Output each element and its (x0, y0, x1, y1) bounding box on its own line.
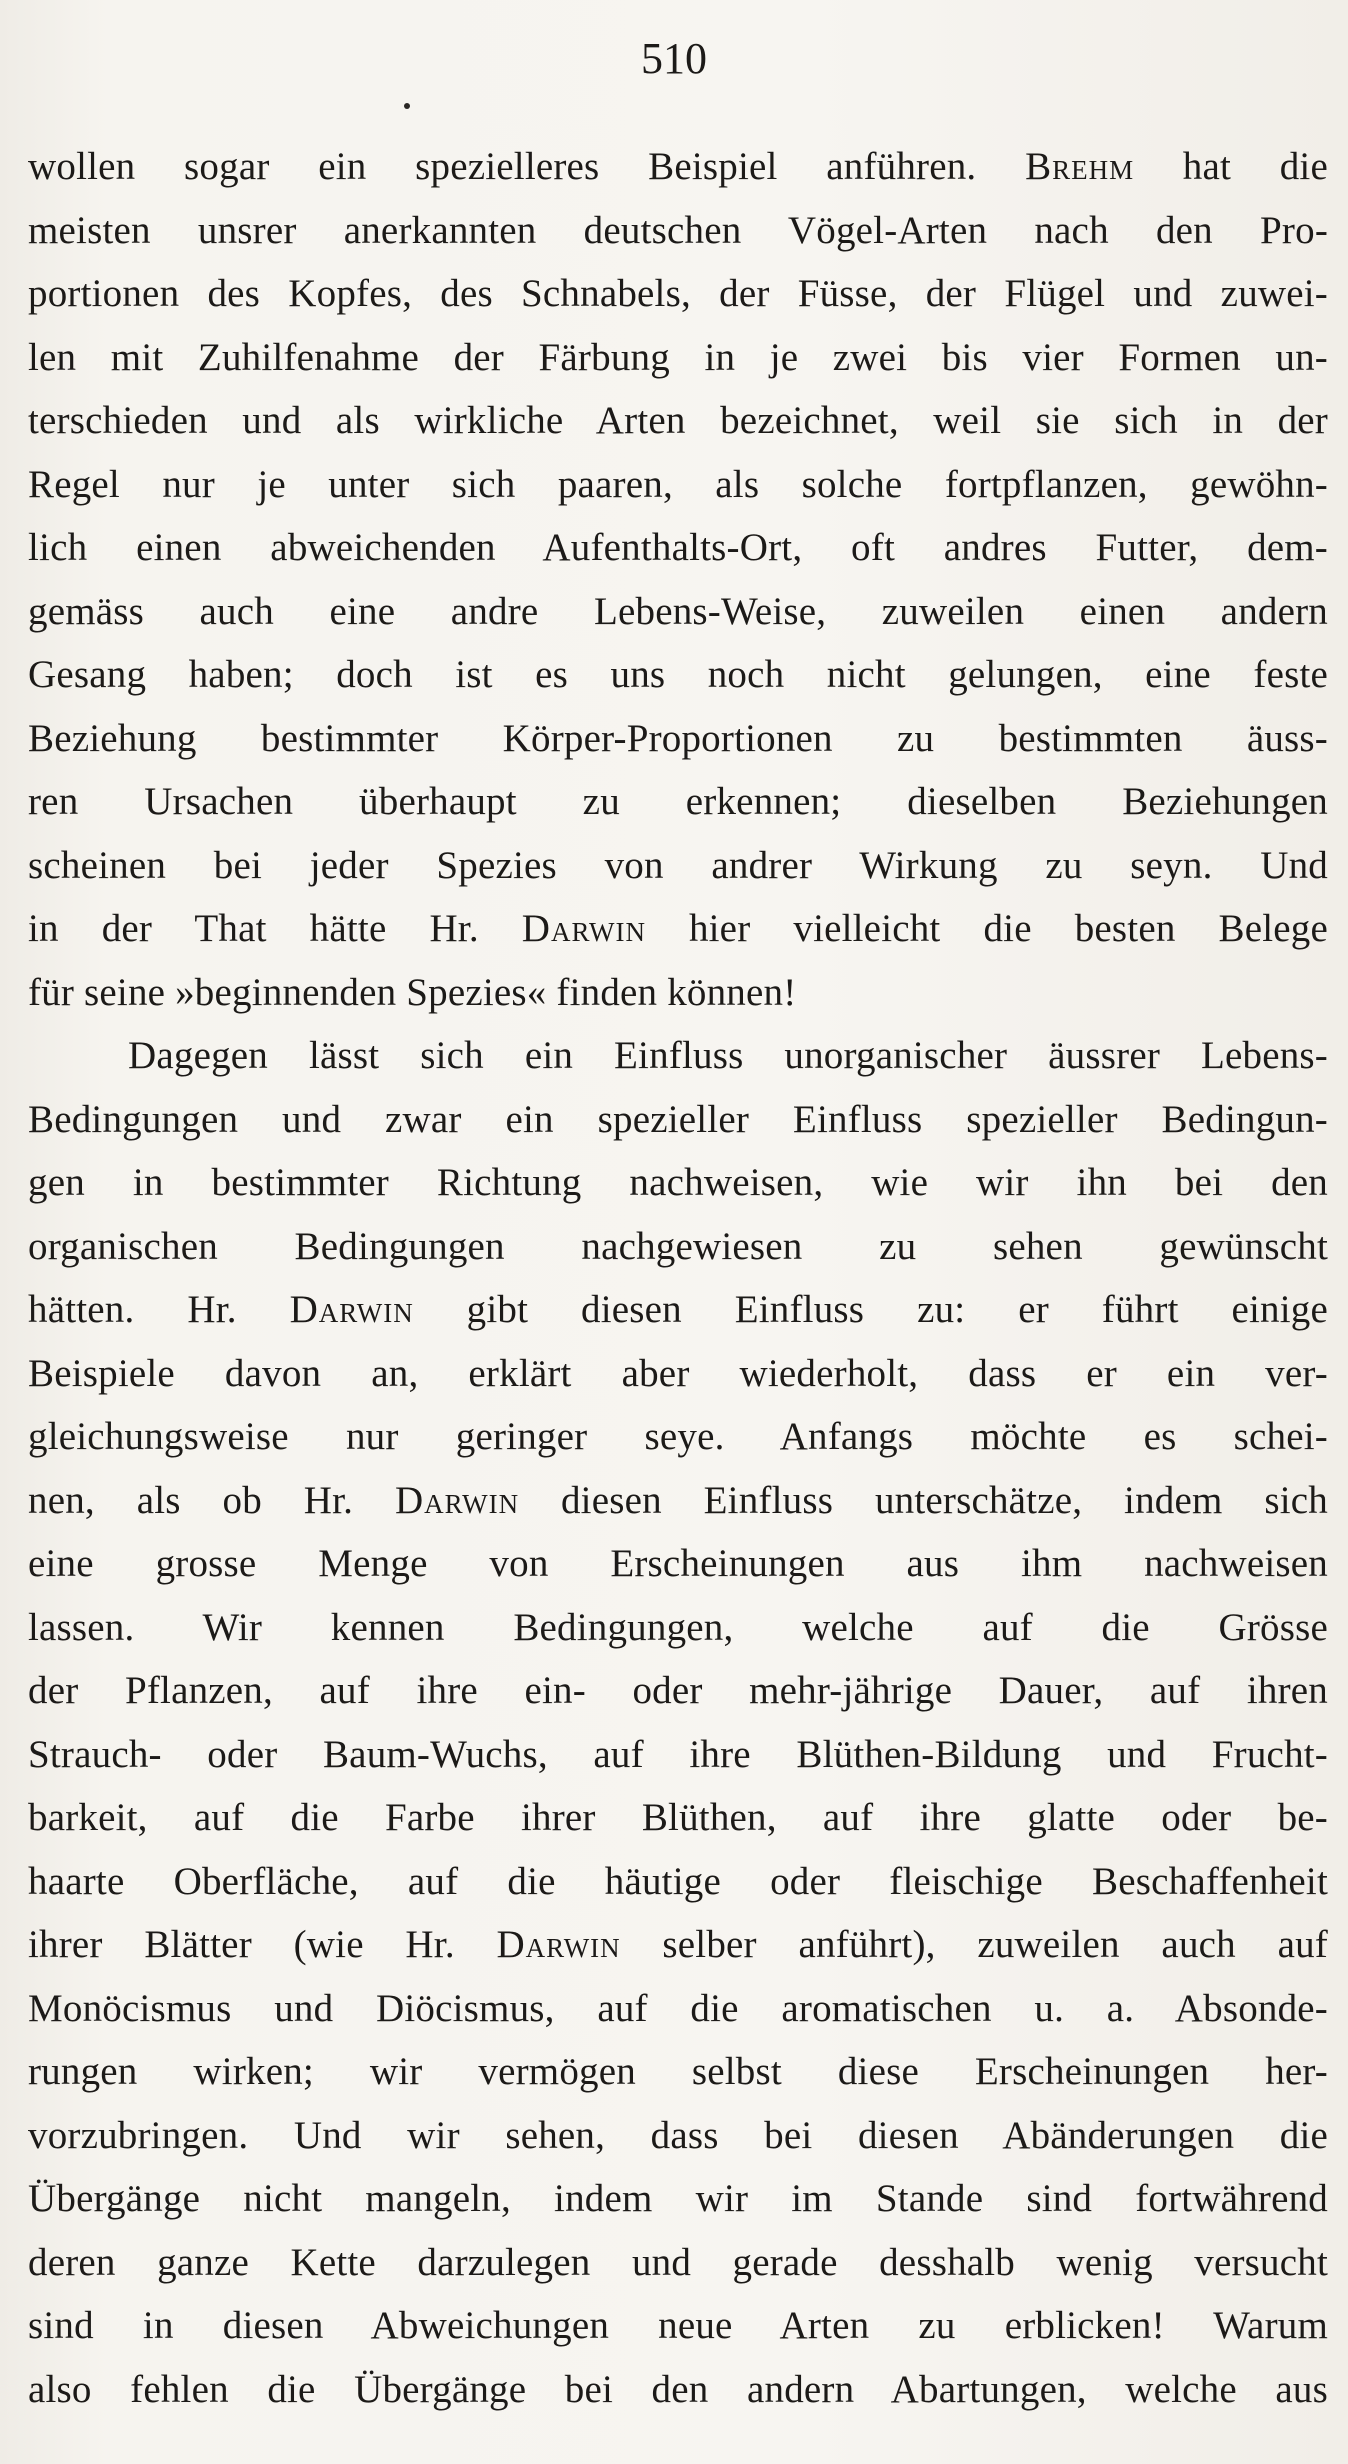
line-text: also fehlen die Übergänge bei den andern Abartungen, welche aus (28, 2367, 1328, 2411)
text-line (28, 2231, 1328, 2295)
line-text: Gesang haben; doch ist es uns noch nicht gelungen, eine feste (28, 653, 1328, 696)
line-text: meisten unsrer anerkannten deutschen Vögel-Arten nach den Pro- (28, 208, 1328, 252)
line-text: lassen. Wir kennen Bedingungen, welche auf die Grösse (28, 1605, 1328, 1649)
line-text: für seine »beginnenden Spezies« finden können! (28, 970, 797, 1014)
text-line (28, 1342, 1328, 1406)
line-text: gibt diesen Einfluss zu: er führt einige (413, 1288, 1328, 1331)
text-line (28, 897, 1328, 961)
text-line (28, 1215, 1328, 1279)
text-line (28, 1024, 1328, 1088)
text-line (28, 1088, 1328, 1152)
text-line (28, 2104, 1328, 2168)
text-line (28, 961, 1328, 1025)
line-text: rungen wirken; wir vermögen selbst diese Erscheinungen her- (28, 2050, 1328, 2093)
text-line (28, 1850, 1328, 1914)
line-text: wollen sogar ein spezielleres Beispiel anführen. (28, 145, 1026, 188)
text-line (28, 1913, 1328, 1977)
text-line (28, 707, 1328, 771)
author-name: Brehm (1025, 145, 1135, 188)
line-text: barkeit, auf die Farbe ihrer Blüthen, auf ihre glatte oder be- (28, 1796, 1328, 1839)
line-text: hier vielleicht die besten Belege (645, 907, 1328, 950)
text-line (28, 199, 1328, 263)
text-line (28, 1659, 1328, 1723)
line-text: deren ganze Kette darzulegen und gerade desshalb wenig versucht (28, 2240, 1328, 2284)
line-text: diesen Einfluss unterschätze, indem sich (519, 1478, 1328, 1522)
line-text: Strauch- oder Baum-Wuchs, auf ihre Blüthen-Bildung und Frucht- (28, 1732, 1328, 1776)
line-text: gleichungsweise nur geringer seye. Anfangs möchte es schei- (28, 1415, 1328, 1458)
line-text: der Pflanzen, auf ihre ein- oder mehr-jährige Dauer, auf ihren (28, 1669, 1328, 1712)
line-text: vorzubringen. Und wir sehen, dass bei diesen Abänderungen die (28, 2113, 1328, 2157)
line-text: Beziehung bestimmter Körper-Proportionen zu bestimmten äuss- (28, 716, 1328, 760)
text-line (28, 2294, 1328, 2358)
line-text: in der That hätte Hr. (28, 907, 522, 950)
line-text: organischen Bedingungen nachgewiesen zu sehen gewünscht (28, 1224, 1328, 1268)
line-text: gemäss auch eine andre Lebens-Weise, zuweilen einen andern (28, 589, 1328, 633)
author-name: Darwin (394, 1478, 520, 1522)
line-text: ren Ursachen überhaupt zu erkennen; dieselben Beziehungen (28, 780, 1328, 823)
text-line (28, 2167, 1328, 2231)
text-line (28, 580, 1328, 644)
print-speck (404, 103, 410, 109)
text-line (28, 389, 1328, 453)
line-text: haarte Oberfläche, auf die häutige oder fleischige Beschaffenheit (28, 1859, 1328, 1903)
line-text: lich einen abweichenden Aufenthalts-Ort, oft andres Futter, dem- (28, 526, 1328, 569)
line-text: eine grosse Menge von Erscheinungen aus ihm nachweisen (28, 1542, 1328, 1585)
page-number: 510 (641, 34, 707, 83)
text-line (28, 2040, 1328, 2104)
text-line (28, 1723, 1328, 1787)
line-text: len mit Zuhilfenahme der Färbung in je zwei bis vier Formen un- (28, 335, 1328, 379)
text-line (28, 1405, 1328, 1469)
text-line (28, 643, 1328, 707)
text-line (28, 1278, 1328, 1342)
line-text: scheinen bei jeder Spezies von andrer Wirkung zu seyn. Und (28, 843, 1328, 887)
line-text: gen in bestimmter Richtung nachweisen, wie wir ihn bei den (28, 1161, 1328, 1204)
text-line (28, 770, 1328, 834)
text-line (28, 516, 1328, 580)
text-line (28, 834, 1328, 898)
text-line (28, 2358, 1328, 2422)
text-line (28, 1596, 1328, 1660)
text-line (28, 1469, 1328, 1533)
line-text: portionen des Kopfes, des Schnabels, der Füsse, der Flügel und zuwei- (28, 272, 1328, 315)
line-text: hat die (1134, 145, 1328, 188)
body-text (28, 135, 1328, 2421)
text-line (28, 1151, 1328, 1215)
text-line (28, 1786, 1328, 1850)
text-line (28, 135, 1328, 199)
line-text: Beispiele davon an, erklärt aber wiederholt, dass er ein ver- (28, 1351, 1328, 1395)
line-text: Monöcismus und Diöcismus, auf die aromatischen u. a. Absonde- (28, 1986, 1328, 2030)
line-text: sind in diesen Abweichungen neue Arten zu erblicken! Warum (28, 2304, 1328, 2347)
author-name: Darwin (496, 1923, 621, 1966)
line-text: Übergänge nicht mangeln, indem wir im Stande sind fortwährend (28, 2177, 1328, 2220)
text-line (28, 262, 1328, 326)
line-text: Regel nur je unter sich paaren, als solche fortpflanzen, gewöhn- (28, 462, 1328, 506)
text-line (28, 1977, 1328, 2041)
line-text: Bedingungen und zwar ein spezieller Einfluss spezieller Bedingun- (28, 1097, 1328, 1141)
line-text: hätten. Hr. (28, 1288, 290, 1331)
text-line (28, 453, 1328, 517)
line-text: Dagegen lässt sich ein Einfluss unorganischer äussrer Lebens- (128, 1034, 1328, 1077)
author-name: Darwin (521, 907, 646, 950)
line-text: terschieden und als wirkliche Arten bezeichnet, weil sie sich in der (28, 399, 1328, 442)
text-line (28, 1532, 1328, 1596)
text-line (28, 326, 1328, 390)
author-name: Darwin (289, 1288, 414, 1331)
line-text: nen, als ob Hr. (28, 1478, 395, 1522)
line-text: ihrer Blätter (wie Hr. (28, 1923, 497, 1966)
line-text: selber anführt), zuweilen auch auf (620, 1923, 1328, 1966)
